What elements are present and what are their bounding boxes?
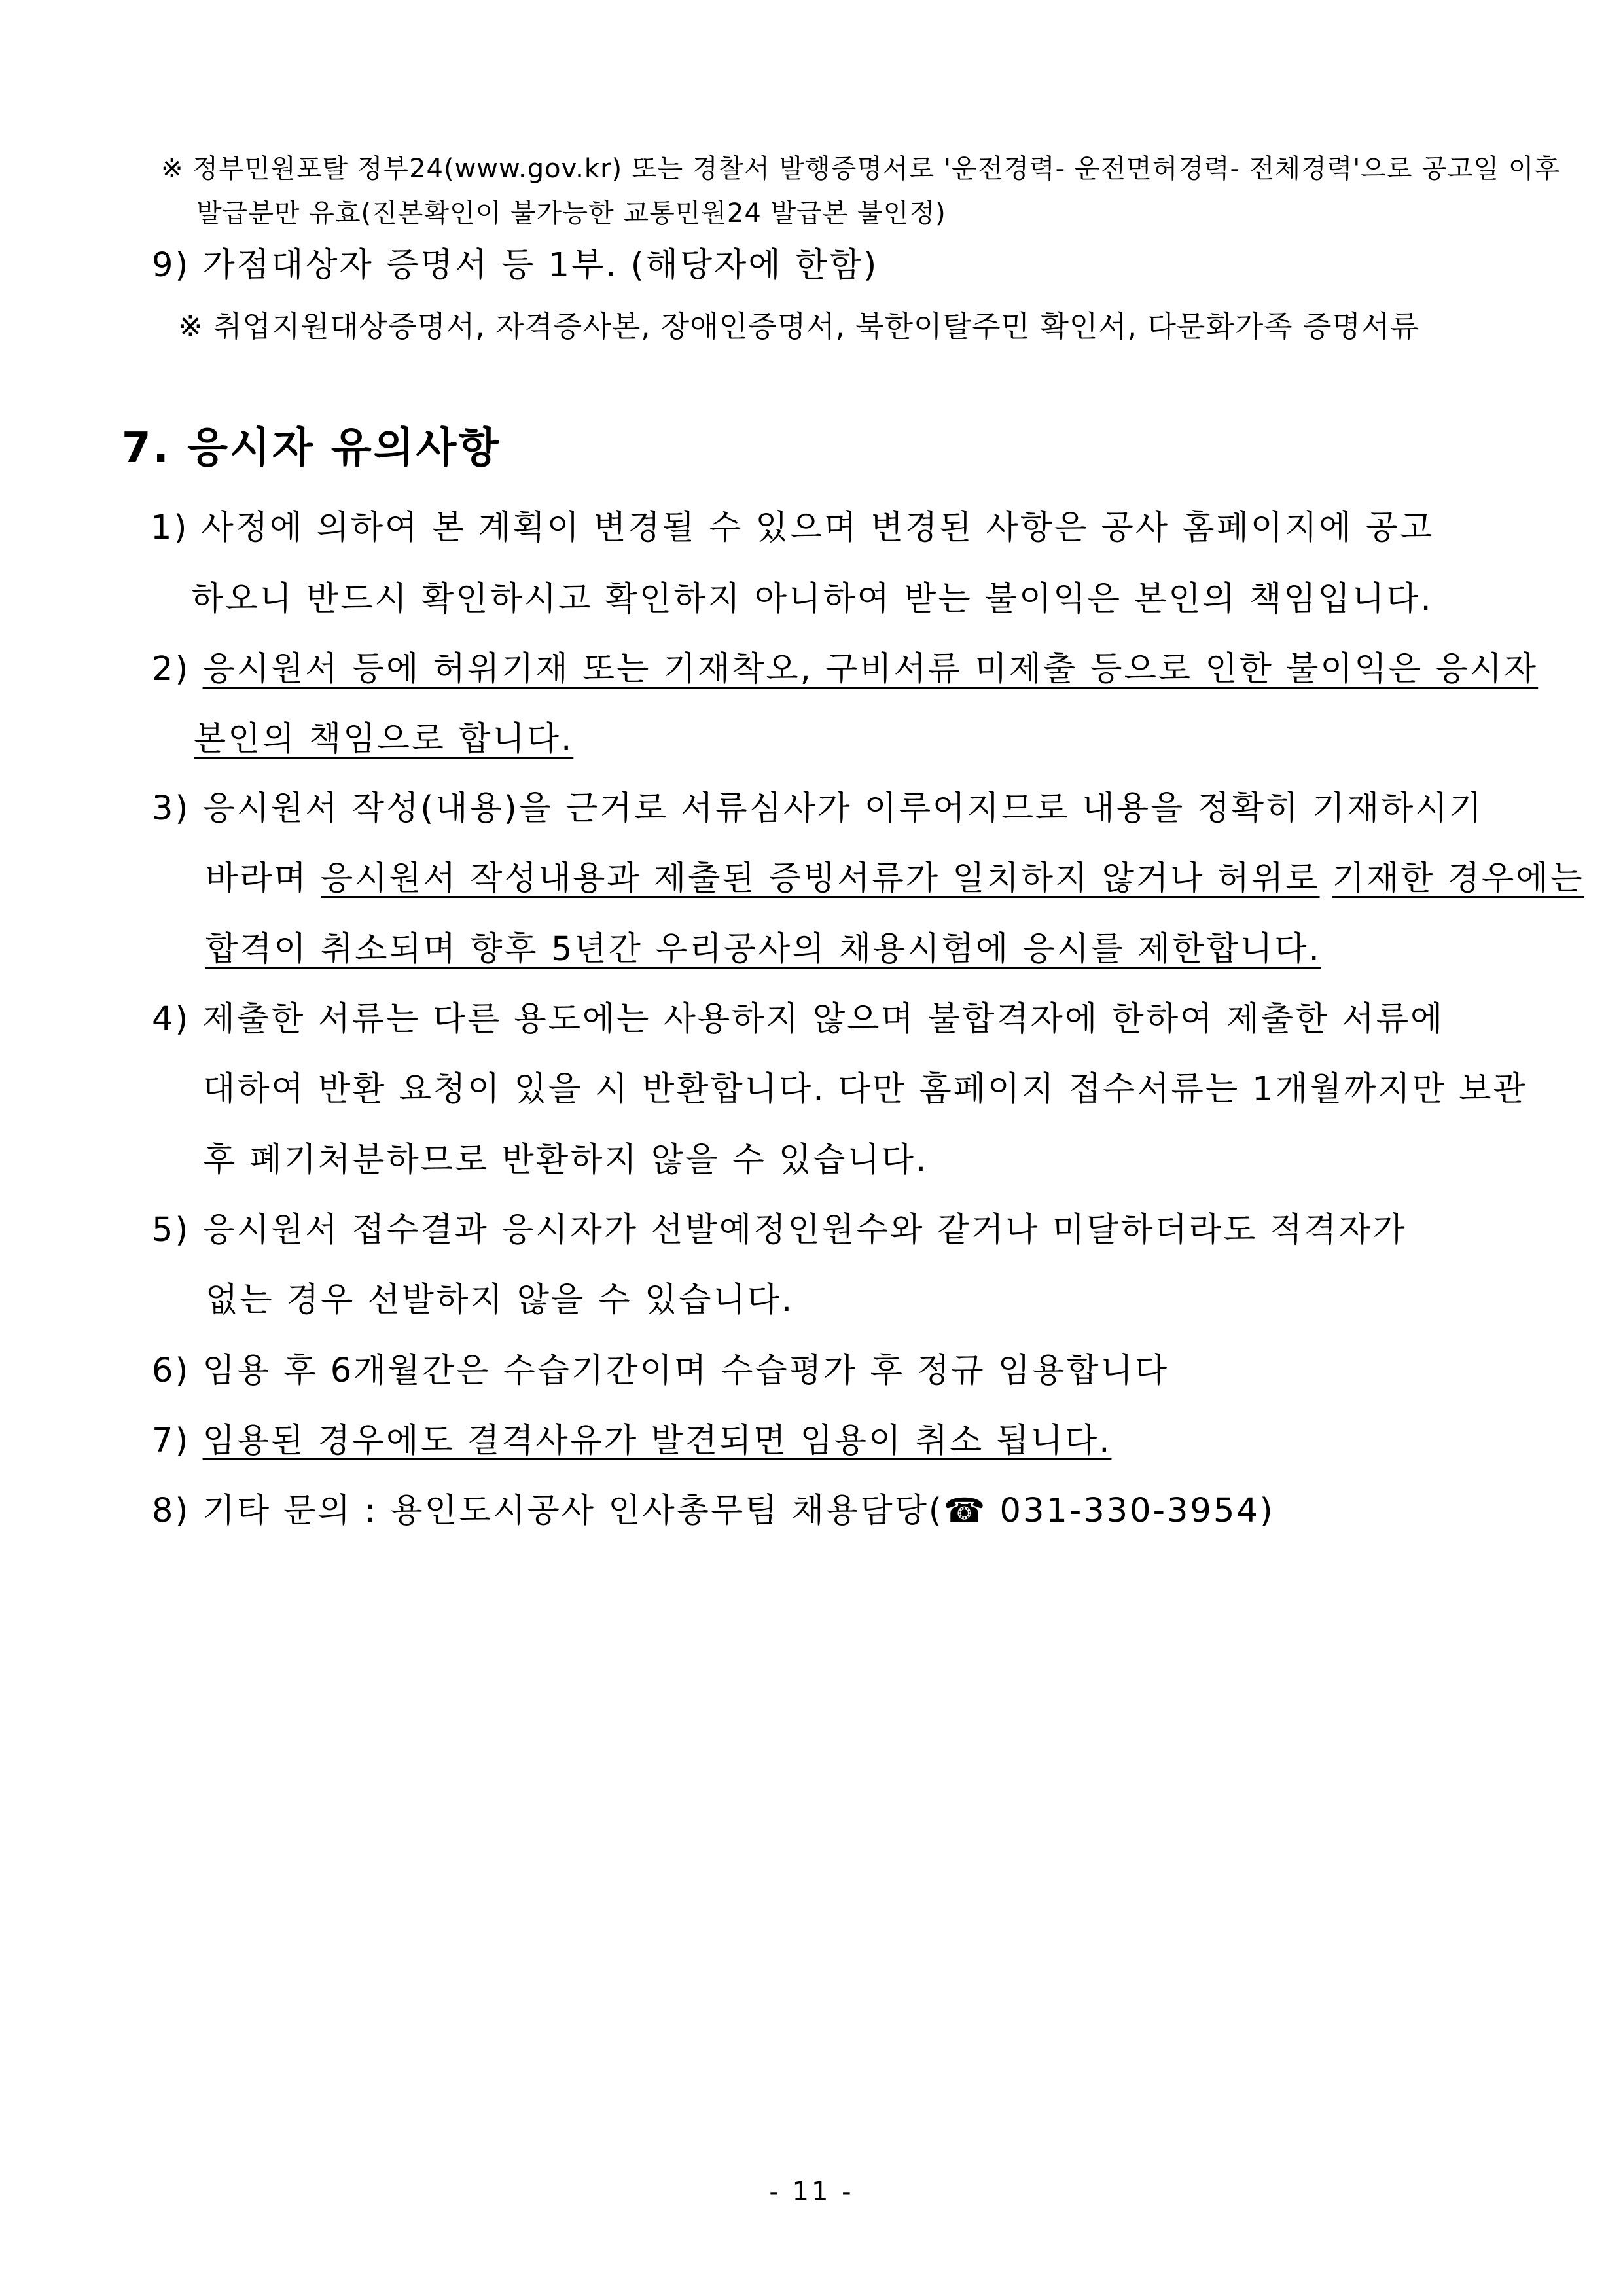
list-item-3-underline-a: 응시원서 작성내용과 제출된 증빙서류가 일치하지 않거나 허위로 (321, 859, 1320, 898)
list-item-2-line2 (194, 711, 573, 760)
list-item-1-line2: 하오니 반드시 확인하시고 확인하지 아니하여 받는 불이익은 본인의 책임입니다. (191, 580, 1433, 619)
list-item-2-number: 2) (152, 650, 203, 689)
list-item-5-line1: 5) 응시원서 접수결과 응시자가 선발예정인원수와 같거나 미달하더라도 적격자가 (152, 1211, 1407, 1249)
note-driving-record-validity: 발급분만 유효(진본확인이 불가능한 교통민원24 발급본 불인정) (196, 198, 946, 228)
list-item-3-line2 (205, 851, 1584, 899)
phone-icon: ☎ (943, 1492, 988, 1530)
list-item-1-line1: 1) 사정에 의하여 본 계획이 변경될 수 있으며 변경된 사항은 공사 홈페이지에 공고 (151, 509, 1435, 547)
list-item-7 (152, 1413, 1111, 1462)
page-number: - 11 - (769, 2177, 854, 2207)
section-title: 7. 응시자 유의사항 (122, 424, 501, 473)
note-driving-record: ※ 정부민원포탈 정부24(www.gov.kr) 또는 경찰서 발행증명서로 '운전경력- 운전면허경력- 전체경력'으로 공고일 이후 (161, 154, 1561, 184)
list-item-5-line2: 없는 경우 선발하지 않을 수 있습니다. (205, 1281, 794, 1319)
contact-phone-number: 031-330-3954) (987, 1492, 1275, 1530)
list-item-7-text: 임용된 경우에도 결격사유가 발견되면 임용이 취소 됩니다. (202, 1422, 1112, 1460)
note-bonus-documents: ※ 취업지원대상증명서, 자격증사본, 장애인증명서, 북한이탈주민 확인서, 다문화가족 증명서류 (178, 309, 1419, 344)
list-item-4-line3: 후 폐기처분하므로 반환하지 않을 수 있습니다. (203, 1141, 929, 1179)
list-item-3-gap (1319, 859, 1332, 898)
list-item-8-contact (152, 1483, 1275, 1532)
contact-prefix: 8) 기타 문의 : 용인도시공사 인사총무팀 채용담당( (152, 1492, 944, 1530)
list-item-3-line1: 3) 응시원서 작성(내용)을 근거로 서류심사가 이루어지므로 내용을 정확히 기재하시기 (152, 789, 1484, 828)
list-item-3-line3 (205, 922, 1321, 970)
list-item-4-line1: 4) 제출한 서류는 다른 용도에는 사용하지 않으며 불합격자에 한하여 제출한 서류에 (152, 1000, 1445, 1039)
list-item-3-plain: 바라며 (205, 859, 321, 898)
list-item-4-line2: 대하여 반환 요청이 있을 시 반환합니다. 다만 홈페이지 접수서류는 1개월까지만 보관 (203, 1070, 1527, 1109)
list-item-3-underline-b: 기재한 경우에는 (1332, 859, 1584, 898)
list-item-9: 9) 가점대상자 증명서 등 1부. (해당자에 한함) (152, 246, 879, 285)
list-item-3-underline-c: 합격이 취소되며 향후 5년간 우리공사의 채용시험에 응시를 제한합니다. (205, 930, 1321, 969)
list-item-6: 6) 임용 후 6개월간은 수습기간이며 수습평가 후 정규 임용합니다 (152, 1352, 1169, 1390)
list-item-7-number: 7) (152, 1422, 203, 1460)
list-item-2-line1 (152, 641, 1538, 690)
list-item-2-text: 응시원서 등에 허위기재 또는 기재착오, 구비서류 미제출 등으로 인한 불이익은 응시자 (202, 650, 1539, 689)
list-item-2-text-cont: 본인의 책임으로 합니다. (194, 720, 574, 759)
